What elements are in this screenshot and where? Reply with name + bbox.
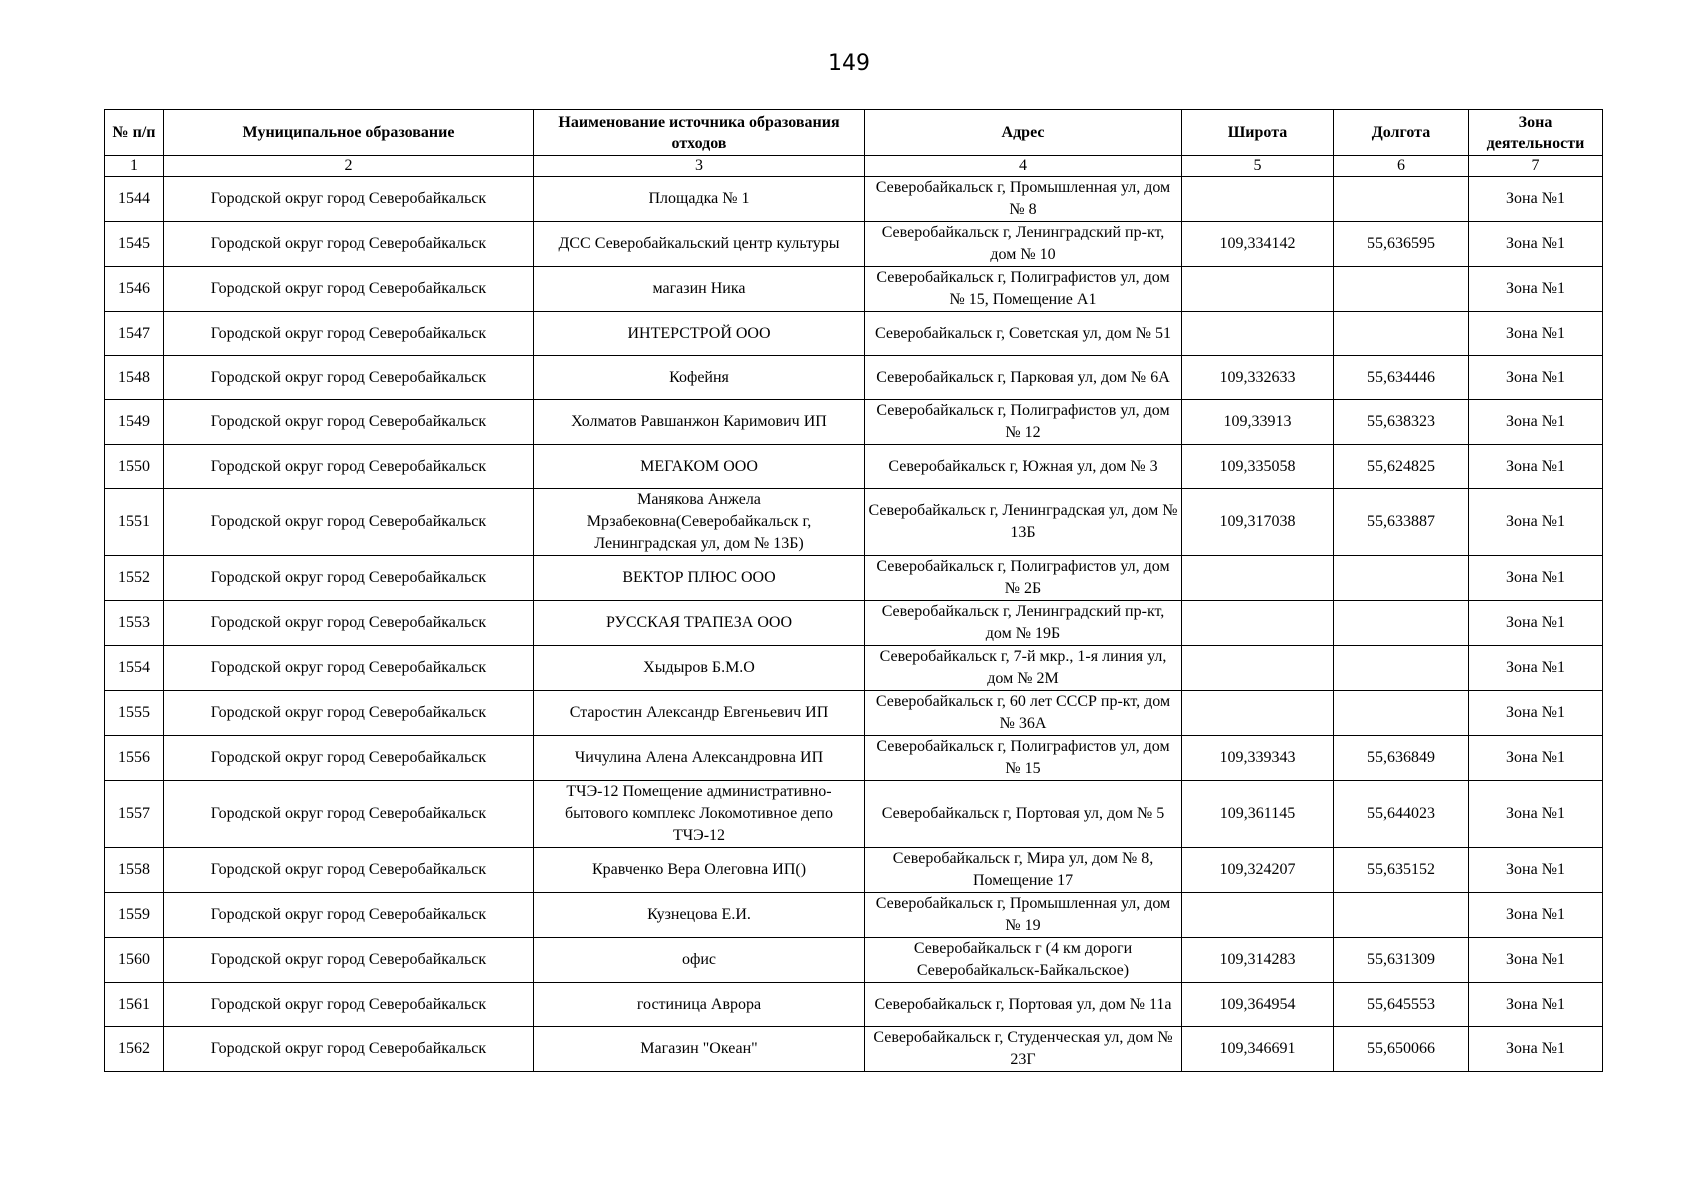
cell-source: Чичулина Алена Александровна ИП [534, 736, 865, 781]
col-header-source: Наименование источника образования отходов [534, 110, 865, 156]
col-number: 6 [1334, 156, 1469, 177]
table-row [105, 646, 1603, 691]
cell-zone: Зона №1 [1469, 848, 1603, 893]
cell-source: Хыдыров Б.М.О [534, 646, 865, 691]
cell-municipality: Городской округ город Северобайкальск [164, 267, 534, 312]
cell-number: 1548 [105, 356, 164, 400]
cell-source: ТЧЭ-12 Помещение административно-бытового комплекс Локомотивное депо ТЧЭ-12 [534, 781, 865, 848]
table-row [105, 983, 1603, 1027]
cell-municipality: Городской округ город Северобайкальск [164, 445, 534, 489]
cell-municipality: Городской округ город Северобайкальск [164, 356, 534, 400]
cell-number: 1546 [105, 267, 164, 312]
cell-longitude: 55,636849 [1334, 736, 1469, 781]
cell-address: Северобайкальск г, Портовая ул, дом № 11а [865, 983, 1182, 1027]
cell-municipality: Городской округ город Северобайкальск [164, 312, 534, 356]
cell-address: Северобайкальск г, Полиграфистов ул, дом № 12 [865, 400, 1182, 445]
cell-municipality: Городской округ город Северобайкальск [164, 781, 534, 848]
table-row [105, 781, 1603, 848]
table-row [105, 177, 1603, 222]
table-row [105, 489, 1603, 556]
col-header-zone: Зона деятельности [1469, 110, 1603, 156]
cell-longitude [1334, 691, 1469, 736]
table-row [105, 222, 1603, 267]
cell-source: Холматов Равшанжон Каримович ИП [534, 400, 865, 445]
cell-address: Северобайкальск г, Промышленная ул, дом № 8 [865, 177, 1182, 222]
cell-number: 1556 [105, 736, 164, 781]
cell-source: ИНТЕРСТРОЙ ООО [534, 312, 865, 356]
cell-number: 1554 [105, 646, 164, 691]
cell-number: 1552 [105, 556, 164, 601]
cell-longitude: 55,631309 [1334, 938, 1469, 983]
cell-municipality: Городской округ город Северобайкальск [164, 177, 534, 222]
cell-number: 1557 [105, 781, 164, 848]
table-body [105, 177, 1603, 1072]
col-header-address: Адрес [865, 110, 1182, 156]
cell-zone: Зона №1 [1469, 691, 1603, 736]
cell-source: Кравченко Вера Олеговна ИП() [534, 848, 865, 893]
cell-number: 1545 [105, 222, 164, 267]
cell-longitude: 55,634446 [1334, 356, 1469, 400]
table-row [105, 400, 1603, 445]
cell-number: 1560 [105, 938, 164, 983]
cell-source: Площадка № 1 [534, 177, 865, 222]
cell-zone: Зона №1 [1469, 781, 1603, 848]
cell-latitude: 109,324207 [1182, 848, 1334, 893]
cell-longitude [1334, 177, 1469, 222]
cell-number: 1559 [105, 893, 164, 938]
cell-address: Северобайкальск г, 60 лет СССР пр-кт, дом № 36А [865, 691, 1182, 736]
table-row [105, 893, 1603, 938]
col-number: 3 [534, 156, 865, 177]
table-row [105, 556, 1603, 601]
cell-longitude [1334, 312, 1469, 356]
cell-latitude: 109,33913 [1182, 400, 1334, 445]
cell-number: 1553 [105, 601, 164, 646]
cell-source: ВЕКТОР ПЛЮС ООО [534, 556, 865, 601]
col-header-number: № п/п [105, 110, 164, 156]
cell-zone: Зона №1 [1469, 267, 1603, 312]
col-header-latitude: Широта [1182, 110, 1334, 156]
cell-municipality: Городской округ город Северобайкальск [164, 1027, 534, 1072]
cell-source: Манякова Анжела Мрзабековна(Северобайкальск г, Ленинградская ул, дом № 13Б) [534, 489, 865, 556]
cell-address: Северобайкальск г, Ленинградская ул, дом № 13Б [865, 489, 1182, 556]
cell-municipality: Городской округ город Северобайкальск [164, 938, 534, 983]
cell-municipality: Городской округ город Северобайкальск [164, 601, 534, 646]
table-row [105, 1027, 1603, 1072]
cell-municipality: Городской округ город Северобайкальск [164, 848, 534, 893]
cell-municipality: Городской округ город Северобайкальск [164, 556, 534, 601]
cell-latitude: 109,361145 [1182, 781, 1334, 848]
cell-longitude [1334, 646, 1469, 691]
table-row [105, 848, 1603, 893]
cell-longitude [1334, 601, 1469, 646]
table-row [105, 312, 1603, 356]
col-header-longitude: Долгота [1334, 110, 1469, 156]
cell-municipality: Городской округ город Северобайкальск [164, 489, 534, 556]
cell-longitude: 55,635152 [1334, 848, 1469, 893]
col-number: 2 [164, 156, 534, 177]
cell-longitude [1334, 893, 1469, 938]
cell-zone: Зона №1 [1469, 736, 1603, 781]
cell-zone: Зона №1 [1469, 312, 1603, 356]
cell-longitude [1334, 267, 1469, 312]
cell-address: Северобайкальск г, Ленинградский пр-кт, дом № 19Б [865, 601, 1182, 646]
cell-zone: Зона №1 [1469, 356, 1603, 400]
cell-longitude [1334, 556, 1469, 601]
cell-address: Северобайкальск г, Парковая ул, дом № 6А [865, 356, 1182, 400]
table-row [105, 736, 1603, 781]
cell-longitude: 55,644023 [1334, 781, 1469, 848]
col-number: 1 [105, 156, 164, 177]
cell-number: 1549 [105, 400, 164, 445]
table-row [105, 601, 1603, 646]
waste-sources-table [104, 109, 1603, 1072]
cell-latitude [1182, 646, 1334, 691]
cell-latitude: 109,364954 [1182, 983, 1334, 1027]
cell-source: Кофейня [534, 356, 865, 400]
cell-municipality: Городской округ город Северобайкальск [164, 736, 534, 781]
cell-source: РУССКАЯ ТРАПЕЗА ООО [534, 601, 865, 646]
cell-longitude: 55,624825 [1334, 445, 1469, 489]
cell-longitude: 55,636595 [1334, 222, 1469, 267]
cell-latitude [1182, 893, 1334, 938]
cell-longitude: 55,645553 [1334, 983, 1469, 1027]
cell-latitude: 109,346691 [1182, 1027, 1334, 1072]
table-row [105, 267, 1603, 312]
cell-address: Северобайкальск г, Студенческая ул, дом № 23Г [865, 1027, 1182, 1072]
cell-address: Северобайкальск г, Полиграфистов ул, дом № 2Б [865, 556, 1182, 601]
cell-latitude [1182, 177, 1334, 222]
table-row [105, 691, 1603, 736]
cell-latitude [1182, 312, 1334, 356]
cell-zone: Зона №1 [1469, 646, 1603, 691]
cell-number: 1551 [105, 489, 164, 556]
cell-latitude: 109,314283 [1182, 938, 1334, 983]
cell-address: Северобайкальск г, Полиграфистов ул, дом № 15, Помещение А1 [865, 267, 1182, 312]
cell-number: 1547 [105, 312, 164, 356]
cell-latitude: 109,335058 [1182, 445, 1334, 489]
cell-municipality: Городской округ город Северобайкальск [164, 400, 534, 445]
cell-zone: Зона №1 [1469, 1027, 1603, 1072]
cell-latitude [1182, 691, 1334, 736]
cell-municipality: Городской округ город Северобайкальск [164, 893, 534, 938]
cell-zone: Зона №1 [1469, 893, 1603, 938]
cell-municipality: Городской округ город Северобайкальск [164, 691, 534, 736]
table-header [105, 110, 1603, 177]
cell-number: 1544 [105, 177, 164, 222]
cell-source: МЕГАКОМ ООО [534, 445, 865, 489]
cell-address: Северобайкальск г, Полиграфистов ул, дом № 15 [865, 736, 1182, 781]
cell-latitude: 109,332633 [1182, 356, 1334, 400]
cell-source: гостиница Аврора [534, 983, 865, 1027]
cell-zone: Зона №1 [1469, 400, 1603, 445]
cell-address: Северобайкальск г (4 км дороги Северобайкальск-Байкальское) [865, 938, 1182, 983]
cell-zone: Зона №1 [1469, 556, 1603, 601]
cell-latitude [1182, 601, 1334, 646]
cell-address: Северобайкальск г, Портовая ул, дом № 5 [865, 781, 1182, 848]
page-number: 149 [828, 51, 870, 76]
cell-number: 1550 [105, 445, 164, 489]
cell-municipality: Городской округ город Северобайкальск [164, 983, 534, 1027]
cell-zone: Зона №1 [1469, 445, 1603, 489]
cell-longitude: 55,650066 [1334, 1027, 1469, 1072]
cell-source: офис [534, 938, 865, 983]
cell-source: Кузнецова Е.И. [534, 893, 865, 938]
cell-latitude [1182, 267, 1334, 312]
cell-longitude: 55,633887 [1334, 489, 1469, 556]
cell-zone: Зона №1 [1469, 601, 1603, 646]
cell-zone: Зона №1 [1469, 489, 1603, 556]
cell-source: магазин Ника [534, 267, 865, 312]
col-header-municipality: Муниципальное образование [164, 110, 534, 156]
cell-source: Старостин Александр Евгеньевич ИП [534, 691, 865, 736]
table-row [105, 445, 1603, 489]
col-number: 7 [1469, 156, 1603, 177]
cell-number: 1555 [105, 691, 164, 736]
cell-number: 1558 [105, 848, 164, 893]
cell-zone: Зона №1 [1469, 222, 1603, 267]
cell-zone: Зона №1 [1469, 177, 1603, 222]
cell-municipality: Городской округ город Северобайкальск [164, 222, 534, 267]
column-number-row [105, 156, 1603, 177]
cell-latitude [1182, 556, 1334, 601]
col-number: 4 [865, 156, 1182, 177]
cell-address: Северобайкальск г, Советская ул, дом № 51 [865, 312, 1182, 356]
col-number: 5 [1182, 156, 1334, 177]
cell-longitude: 55,638323 [1334, 400, 1469, 445]
cell-number: 1562 [105, 1027, 164, 1072]
cell-latitude: 109,339343 [1182, 736, 1334, 781]
cell-zone: Зона №1 [1469, 938, 1603, 983]
cell-address: Северобайкальск г, Промышленная ул, дом № 19 [865, 893, 1182, 938]
cell-municipality: Городской округ город Северобайкальск [164, 646, 534, 691]
cell-number: 1561 [105, 983, 164, 1027]
cell-source: Магазин "Океан" [534, 1027, 865, 1072]
cell-address: Северобайкальск г, Ленинградский пр-кт, дом № 10 [865, 222, 1182, 267]
cell-address: Северобайкальск г, 7-й мкр., 1-я линия ул, дом № 2М [865, 646, 1182, 691]
cell-zone: Зона №1 [1469, 983, 1603, 1027]
table-row [105, 356, 1603, 400]
cell-address: Северобайкальск г, Южная ул, дом № 3 [865, 445, 1182, 489]
cell-address: Северобайкальск г, Мира ул, дом № 8, Помещение 17 [865, 848, 1182, 893]
cell-source: ДСС Северобайкальский центр культуры [534, 222, 865, 267]
cell-latitude: 109,334142 [1182, 222, 1334, 267]
header-row [105, 110, 1603, 156]
cell-latitude: 109,317038 [1182, 489, 1334, 556]
table-row [105, 938, 1603, 983]
